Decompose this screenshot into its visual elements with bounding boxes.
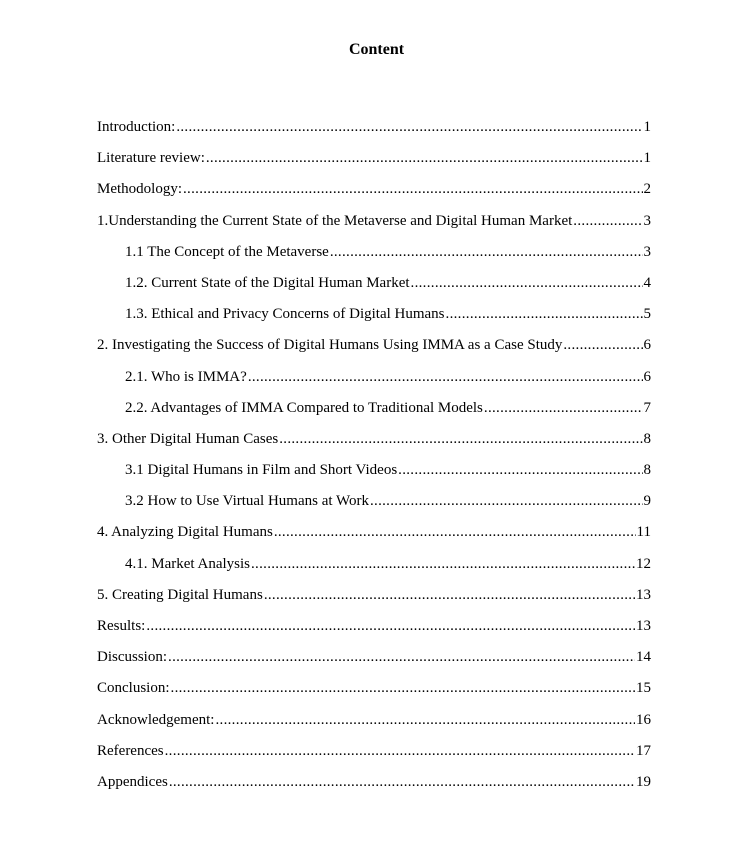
dot-leader [146, 616, 635, 636]
toc-entry-page: 11 [636, 524, 651, 541]
toc-entry-label: 1.1 The Concept of the Metaverse [125, 243, 329, 260]
toc-entry-label: Appendices [97, 773, 168, 790]
toc-entry-label: Conclusion: [97, 680, 170, 697]
dot-leader [183, 179, 643, 199]
toc-entry-page: 4 [643, 274, 651, 291]
toc-entry-methodology[interactable] [97, 179, 651, 210]
toc-entry-page: 13 [636, 586, 651, 603]
toc-entry-page: 3 [643, 243, 651, 260]
toc-entry-section-3-1[interactable] [97, 460, 651, 491]
toc-entry-page: 6 [643, 337, 651, 354]
toc-entry-section-1-2[interactable] [97, 273, 651, 304]
dot-leader [169, 772, 635, 792]
dot-leader [176, 117, 642, 137]
toc-entry-page: 5 [643, 306, 651, 323]
dot-leader [264, 585, 635, 605]
toc-entry-label: Introduction: [97, 119, 176, 135]
dot-leader [411, 273, 643, 293]
toc-entry-label: 2.2. Advantages of IMMA Compared to Traditional Models [125, 399, 483, 416]
toc-entry-section-2-2[interactable] [97, 398, 651, 429]
toc-entry-section-4-1[interactable] [97, 554, 651, 585]
toc-entry-page: 1 [643, 150, 651, 167]
toc-entry-label: Literature review: [97, 150, 205, 167]
toc-entry-introduction[interactable] [97, 117, 651, 148]
toc-entry-page: 1 [643, 119, 651, 135]
dot-leader [171, 678, 635, 698]
toc-entry-label: References [97, 742, 164, 759]
toc-entry-section-4[interactable] [97, 522, 651, 553]
dot-leader [330, 242, 643, 262]
toc-entry-page: 19 [636, 773, 651, 790]
dot-leader [165, 741, 635, 761]
toc-entry-label: 1.3. Ethical and Privacy Concerns of Digital Humans [125, 306, 445, 323]
toc-entry-page: 13 [636, 618, 651, 634]
toc-entry-label: 3.1 Digital Humans in Film and Short Videos [125, 462, 398, 479]
toc-entry-label: 1.2. Current State of the Digital Human Market [125, 274, 410, 291]
dot-leader [279, 429, 642, 449]
dot-leader [215, 710, 635, 730]
toc-entry-label: 2.1. Who is IMMA? [125, 368, 247, 385]
dot-leader [370, 491, 643, 511]
toc-entry-label: 3. Other Digital Human Cases [97, 430, 279, 447]
toc-entry-page: 15 [636, 680, 651, 697]
toc-entry-section-1-1[interactable] [97, 242, 651, 273]
toc-entry-label: 3.2 How to Use Virtual Humans at Work [125, 493, 369, 510]
toc-entry-page: 12 [636, 555, 651, 572]
toc-entry-page: 3 [643, 212, 651, 229]
toc-entry-acknowledgement[interactable] [97, 710, 651, 741]
toc-entry-page: 17 [636, 742, 651, 759]
dot-leader [248, 367, 643, 387]
toc-entry-conclusion[interactable] [97, 678, 651, 709]
toc-entry-label: Results: [97, 618, 146, 634]
toc-entry-label: Acknowledgement: [97, 711, 215, 728]
toc-entry-label: 5. Creating Digital Humans [97, 586, 263, 603]
toc-entry-section-1[interactable] [97, 211, 651, 242]
toc-entry-page: 16 [636, 711, 651, 728]
toc-entry-references[interactable] [97, 741, 651, 772]
toc-entry-page: 2 [643, 181, 651, 198]
toc-entry-section-1-3[interactable] [97, 304, 651, 335]
toc-entry-page: 9 [643, 493, 651, 510]
dot-leader [446, 304, 643, 324]
toc-entry-label: 4.1. Market Analysis [125, 555, 250, 572]
toc-entry-label: 1.Understanding the Current State of the Metaverse and Digital Human Market [97, 212, 573, 229]
dot-leader [398, 460, 642, 480]
toc-entry-label: 4. Analyzing Digital Humans [97, 524, 273, 541]
table-of-contents [97, 117, 651, 803]
toc-entry-section-3[interactable] [97, 429, 651, 460]
dot-leader [484, 398, 643, 418]
toc-entry-appendices[interactable] [97, 772, 651, 803]
toc-entry-label: Discussion: [97, 649, 168, 666]
toc-entry-results[interactable] [97, 616, 651, 647]
toc-entry-section-2-1[interactable] [97, 367, 651, 398]
page-title: Content [348, 41, 405, 58]
dot-leader [573, 211, 642, 231]
toc-entry-section-3-2[interactable] [97, 491, 651, 522]
toc-entry-section-5[interactable] [97, 585, 651, 616]
toc-entry-label: 2. Investigating the Success of Digital Humans Using IMMA as a Case Study [97, 337, 563, 354]
toc-entry-label: Methodology: [97, 181, 182, 198]
toc-entry-page: 7 [643, 399, 651, 416]
toc-entry-discussion[interactable] [97, 647, 651, 678]
toc-entry-section-2[interactable] [97, 335, 651, 366]
toc-entry-page: 6 [643, 368, 651, 385]
dot-leader [206, 148, 643, 168]
dot-leader [251, 554, 635, 574]
dot-leader [274, 522, 636, 542]
toc-entry-literature-review[interactable] [97, 148, 651, 179]
toc-entry-page: 8 [643, 430, 651, 447]
dot-leader [563, 335, 642, 355]
dot-leader [168, 647, 635, 667]
toc-entry-page: 14 [636, 649, 651, 666]
toc-entry-page: 8 [643, 462, 651, 479]
